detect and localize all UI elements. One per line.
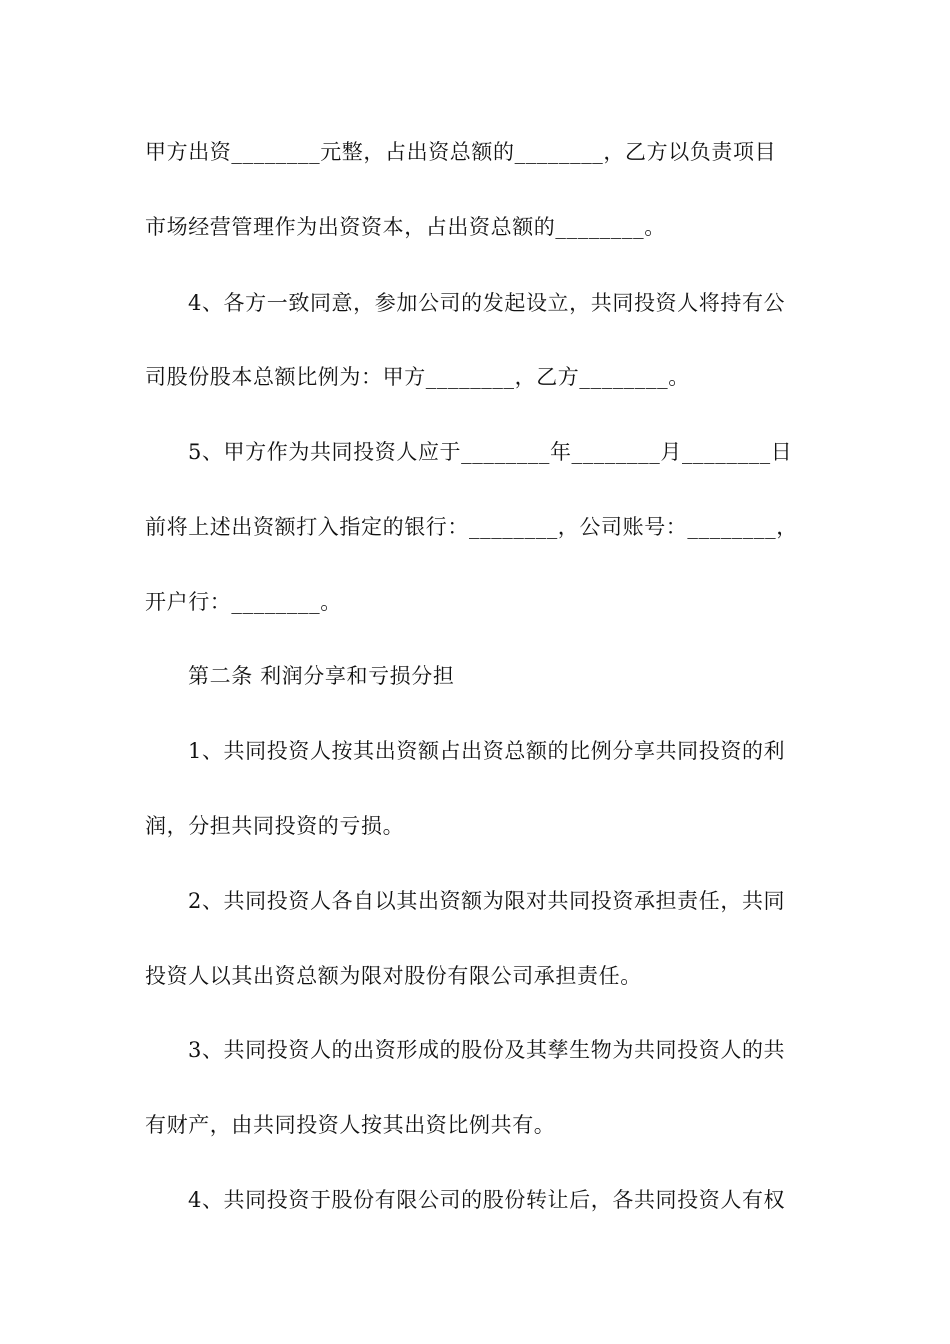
paragraph-line: 开户行：________。 [145,590,342,614]
paragraph-line: 1、共同投资人按其出资额占出资总额的比例分享共同投资的利 [188,739,786,763]
paragraph-line: 司股份股本总额比例为：甲方________，乙方________。 [145,365,690,389]
paragraph-line: 5、甲方作为共同投资人应于________年________月________日 [188,440,793,464]
paragraph-line: 4、各方一致同意，参加公司的发起设立，共同投资人将持有公 [188,291,786,315]
paragraph-line: 2、共同投资人各自以其出资额为限对共同投资承担责任，共同 [188,889,786,913]
paragraph-line: 有财产，由共同投资人按其出资比例共有。 [145,1113,556,1137]
paragraph-line: 甲方出资________元整，占出资总额的________，乙方以负责项目 [145,140,777,164]
paragraph-line: 4、共同投资于股份有限公司的股份转让后，各共同投资人有权 [188,1188,786,1212]
paragraph-line: 3、共同投资人的出资形成的股份及其孳生物为共同投资人的共 [188,1038,786,1062]
paragraph-line: 前将上述出资额打入指定的银行：________，公司账号：________， [145,515,798,539]
section-heading: 第二条 利润分享和亏损分担 [188,664,455,688]
paragraph-line: 投资人以其出资总额为限对股份有限公司承担责任。 [145,964,642,988]
paragraph-line: 市场经营管理作为出资资本，占出资总额的________。 [145,215,666,239]
paragraph-line: 润，分担共同投资的亏损。 [145,814,405,838]
